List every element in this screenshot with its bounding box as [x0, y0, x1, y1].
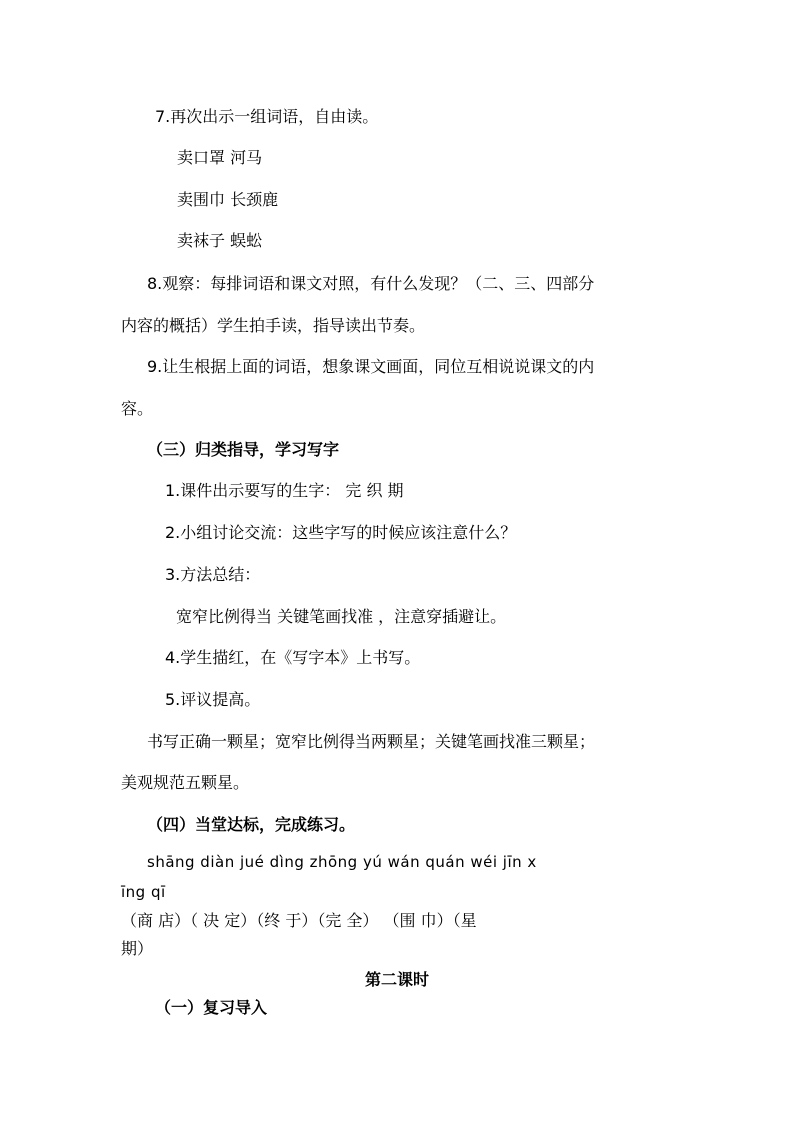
text-line: 期） [121, 939, 154, 958]
text-line: （商 店）（ 决 定）（终 于）（完 全） （围 巾）（星 [121, 911, 477, 930]
text-line: 1.课件出示要写的生字： 完 织 期 [165, 481, 404, 500]
text-line: 8.观察：每排词语和课文对照，有什么发现？（二、三、四部分 [147, 274, 595, 293]
text-line: 卖袜子 蜈蚣 [177, 231, 263, 250]
text-line: 9.让生根据上面的词语，想象课文画面，同位互相说说课文的内 [147, 357, 595, 376]
pinyin-line: īng qī [121, 883, 166, 901]
text-line: 书写正确一颗星；宽窄比例得当两颗星；关键笔画找准三颗星； [147, 732, 596, 751]
pinyin-line: shāng diàn jué dìng zhōng yú wán quán wéi jīn x [147, 853, 537, 871]
text-line: 3.方法总结： [165, 565, 261, 584]
text-line: 美观规范五颗星。 [121, 773, 250, 792]
text-line: 内容的概括）学生拍手读，指导读出节奏。 [121, 316, 426, 335]
section-heading: （三）归类指导，学习写字 [147, 440, 340, 459]
lesson-title: 第二课时 [364, 970, 429, 989]
section-heading: （四）当堂达标，完成练习。 [147, 815, 356, 834]
text-line: 宽窄比例得当 关键笔画找准 ，注意穿插避让。 [176, 607, 507, 626]
text-line: 卖口罩 河马 [177, 148, 263, 167]
text-line: 卖围巾 长颈鹿 [177, 190, 279, 209]
text-line: 4.学生描红，在《写字本》上书写。 [165, 648, 421, 667]
text-line: 容。 [121, 399, 154, 418]
section-heading: （一）复习导入 [155, 998, 268, 1017]
text-line: 5.评议提高。 [165, 690, 261, 709]
text-line: 2.小组讨论交流：这些字写的时候应该注意什么？ [165, 523, 517, 542]
text-line: 7.再次出示一组词语，自由读。 [155, 107, 379, 126]
